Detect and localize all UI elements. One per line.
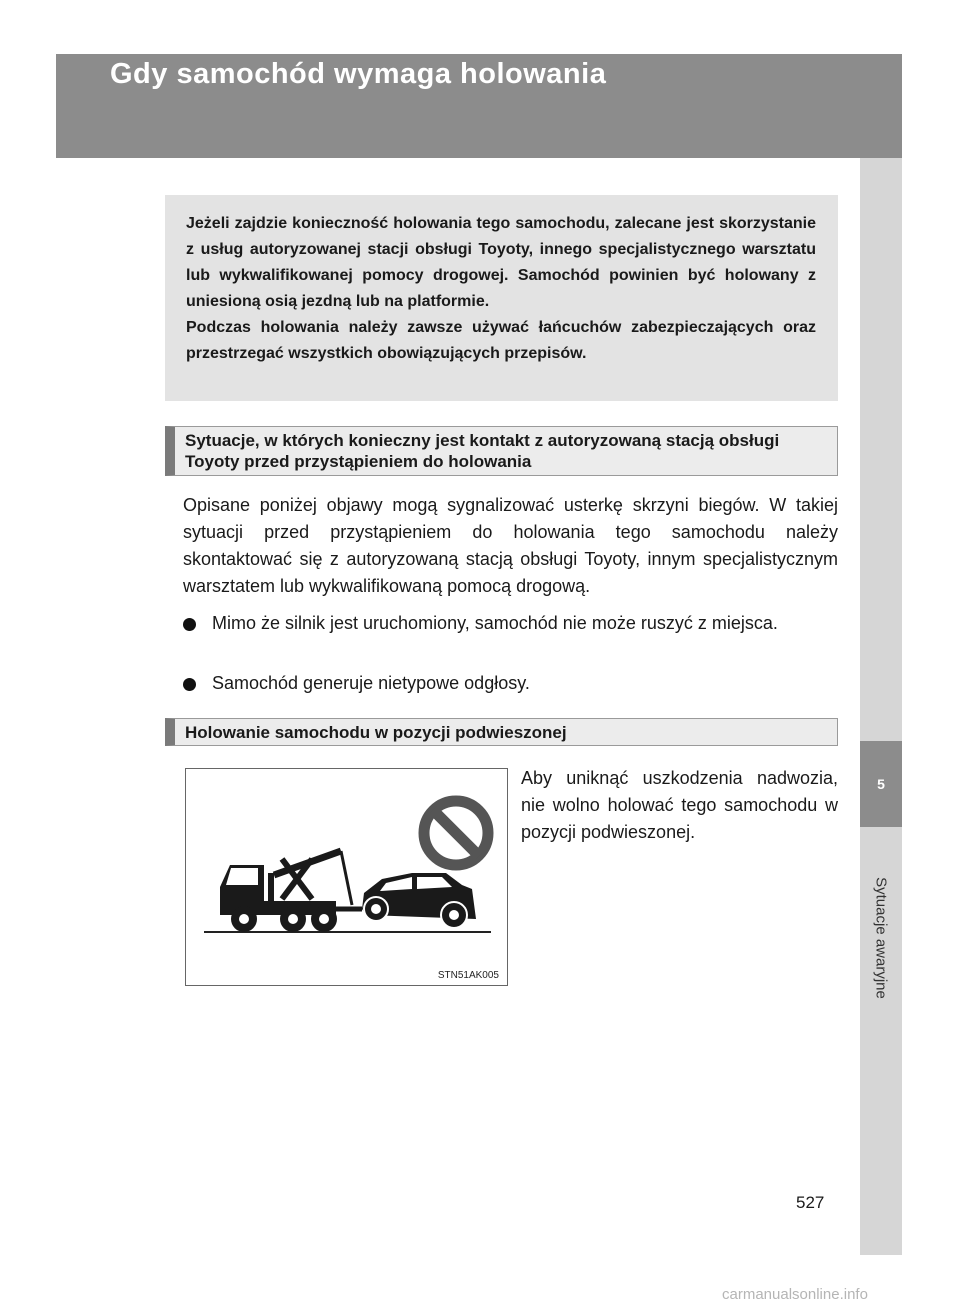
section-heading-contact: Sytuacje, w których konieczny jest kontakt z autoryzowaną stacją obsługi Toyoty przed przystąpieniem do holowania bbox=[165, 426, 838, 476]
section-body-text: Opisane poniżej objawy mogą sygnalizować usterkę skrzyni biegów. W takiej sytuacji przed przystąpieniem do holowania tego samochodu należy skontaktować się z autoryzowaną stacją obsługi Toyoty, innym specjalistycznym warsztatem lub wykwalifikowaną pomocą drogową. bbox=[183, 495, 838, 596]
list-item bbox=[183, 610, 838, 637]
page-number: 527 bbox=[796, 1193, 825, 1212]
bullet-dot-icon bbox=[183, 678, 196, 691]
tow-truck-icon bbox=[220, 851, 362, 932]
bullet-dot-icon bbox=[183, 618, 196, 631]
info-paragraph-2: Podczas holowania należy zawsze używać łańcuchów zabezpieczających oraz przestrzegać wszystkich obowiązujących przepisów. bbox=[186, 319, 816, 362]
towed-car-icon bbox=[362, 873, 476, 928]
list-item bbox=[183, 670, 838, 697]
figure-code: STN51AK005 bbox=[437, 970, 499, 981]
page-title: Gdy samochód wymaga holowania bbox=[110, 58, 607, 90]
list-item-text: Mimo że silnik jest uruchomiony, samochód nie może ruszyć z miejsca. bbox=[212, 613, 778, 633]
chapter-number-tab[interactable]: 5 bbox=[860, 741, 902, 827]
info-box bbox=[165, 195, 838, 401]
section-heading-towing: Holowanie samochodu w pozycji podwieszonej bbox=[165, 718, 838, 746]
prohibition-sign-icon bbox=[424, 801, 488, 865]
list-item-text: Samochód generuje nietypowe odgłosy. bbox=[212, 673, 530, 693]
info-paragraph-1: Jeżeli zajdzie konieczność holowania tego samochodu, zalecane jest skorzystanie z usług autoryzowanej stacji obsługi Toyoty, innego specjalistycznego warsztatu lub wykwalifikowanej pomocy drogowej. Samochód powinien być holowany z uniesioną osią jezdną lub na platformie. bbox=[186, 215, 816, 310]
watermark: carmanualsonline.info bbox=[722, 1286, 868, 1303]
chapter-title-label: Sytuacje awaryjne bbox=[872, 877, 890, 999]
tow-truck-illustration bbox=[185, 768, 508, 986]
chapter-side-tab[interactable] bbox=[860, 158, 902, 1255]
section-label: 5-1. Podstawowe informacje bbox=[110, 38, 319, 55]
towing-warning-text: Aby uniknąć uszkodzenia nadwozia, nie wolno holować tego samochodu w pozycji podwieszonej. bbox=[521, 768, 838, 842]
tow-truck-svg bbox=[186, 769, 507, 985]
